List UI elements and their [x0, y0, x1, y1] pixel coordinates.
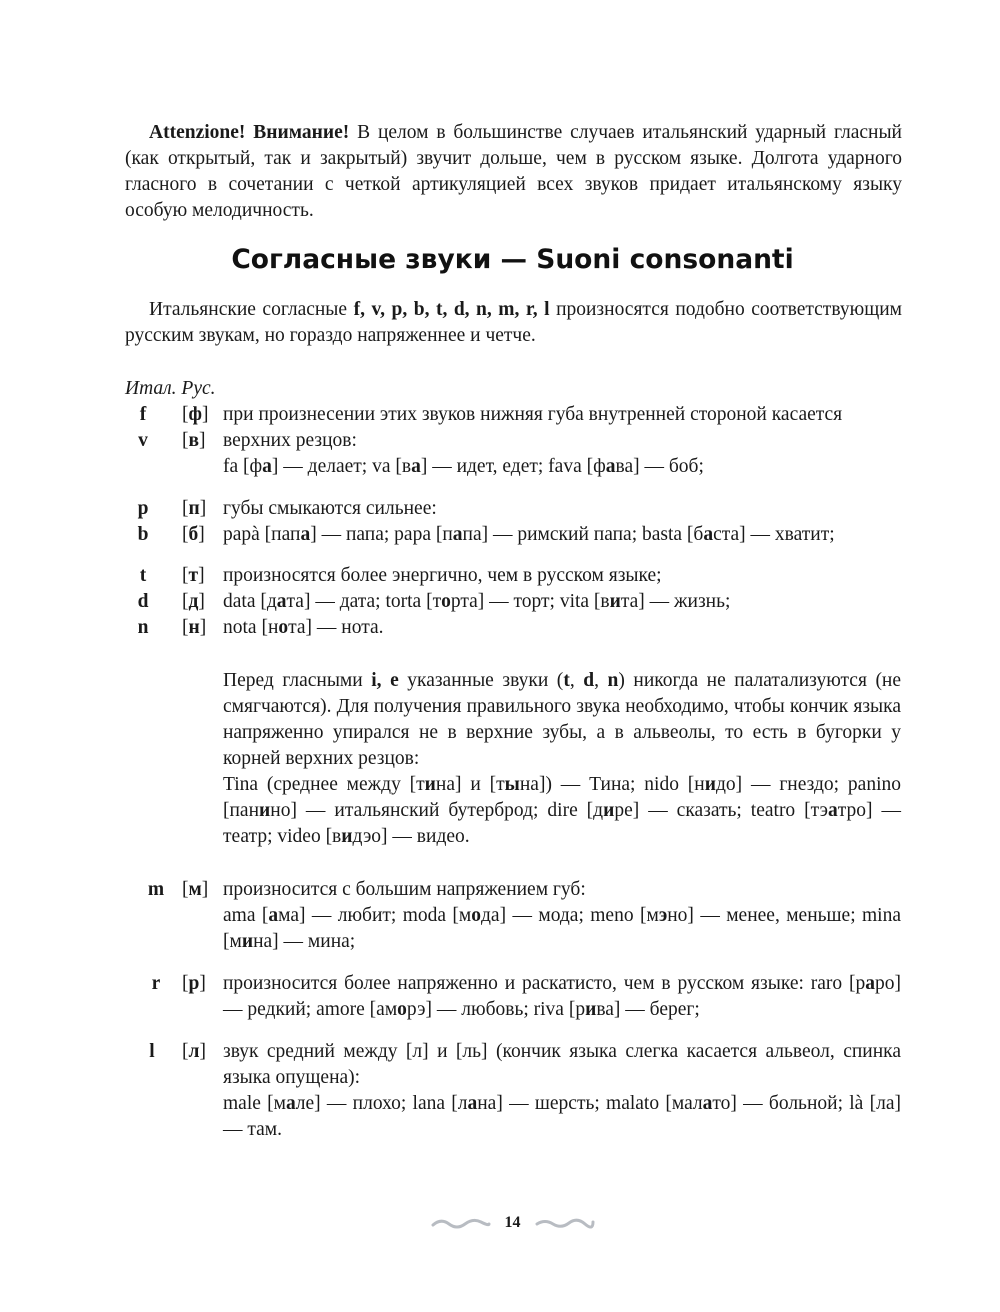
russian-letter: [б] [182, 524, 205, 545]
russian-letter: [д] [182, 591, 205, 612]
attention-label: Attenzione! Внимание! [149, 122, 350, 143]
description: губы смыкаются сильнее: [223, 498, 437, 519]
intro-paragraph [125, 120, 902, 224]
palatalization-note: Перед гласными i, e указанные звуки (t, d, n) никогда не палатализуются (не смягчаются). Для получения правильного звука необходимо, чтобы кончик языка напряженно упирался не в верхние зубы, а в альвеолы, то есть в бугорки у корней верхних резцов: Tina (среднее между [тина] и [тына]) — Тина; nido [нидо] — гнездо; panino [панино] — итальянский бутерброд; dire [дире] — сказать; teatro [тэатро] — театр; video [видэо] — видео. [223, 670, 902, 847]
russian-letter: [ф] [182, 404, 209, 425]
russian-letter: [л] [182, 1041, 206, 1062]
example-text: nota [нота] — нота. [223, 617, 384, 638]
description: при произнесении этих звуков нижняя губа внутренней стороной касается [223, 404, 843, 425]
example-text: papà [папа] — папа; papa [папа] — римский папа; basta [баста] — хватит; [223, 524, 835, 545]
russian-letter: [м] [182, 879, 209, 900]
italian-letter: f [139, 404, 147, 425]
column-headers: Итал. Рус. [125, 378, 216, 399]
italian-letter: v [138, 430, 148, 451]
wave-ornament-left-icon [431, 1216, 491, 1230]
italian-letter: b [137, 524, 149, 545]
wave-ornament-right-icon [535, 1216, 595, 1230]
russian-letter: [р] [182, 973, 206, 994]
page-footer [0, 1208, 1000, 1238]
russian-letter: [н] [182, 617, 207, 638]
description: произносятся более энергично, чем в русском языке; [223, 565, 662, 586]
description: верхних резцов: [223, 430, 357, 451]
italian-letter: d [137, 591, 149, 612]
section-heading: Согласные звуки — Suoni consonanti [231, 244, 794, 275]
russian-letter: [п] [182, 498, 207, 519]
lead-letters: f, v, p, b, t, d, n, m, r, l [353, 299, 550, 320]
russian-letter: [в] [182, 430, 206, 451]
italian-letter: n [137, 617, 149, 638]
page-number: 14 [504, 1214, 521, 1231]
italian-letter: r [151, 973, 161, 994]
italian-letter: m [147, 879, 165, 900]
example-text: data [дата] — дата; torta [торта] — торт; vita [вита] — жизнь; [223, 591, 731, 612]
italian-letter: p [137, 498, 149, 519]
example-text: fa [фа] — делает; va [ва] — идет, едет; fava [фава] — боб; [223, 456, 704, 477]
intro-text: В целом в большинстве случаев итальянский ударный гласный (как открытый, так и закрытый) звучит дольше, чем в русском языке. Долгота ударного гласного в сочетании с четкой артикуляцией всех звуков придает итальянскому языку особую мелодичность. [125, 122, 902, 221]
lead-before: Итальянские согласные [149, 299, 354, 320]
lead-paragraph [125, 297, 902, 349]
l-description: звук средний между [л] и [ль] (кончик языка слегка касается альвеол, спинка языка опущена): male [мале] — плохо; lana [лана] — шерсть; malato [малато] — больной; là [ла] — там. [223, 1041, 901, 1140]
italian-letter: t [139, 565, 147, 586]
m-description: произносится с большим напряжением губ: ama [ама] — любит; moda [мода] — мода; meno [мэно] — менее, меньше; mina [мина] — мина; [223, 879, 901, 952]
r-description: произносится более напряженно и раскатисто, чем в русском языке: raro [раро] — редкий; amore [аморэ] — любовь; riva [рива] — берег; [223, 973, 901, 1020]
italian-letter: l [149, 1041, 155, 1062]
russian-letter: [т] [182, 565, 205, 586]
lead-after: произносятся подобно соответствующим русским звукам, но гораздо напряженнее и четче. [125, 299, 902, 346]
